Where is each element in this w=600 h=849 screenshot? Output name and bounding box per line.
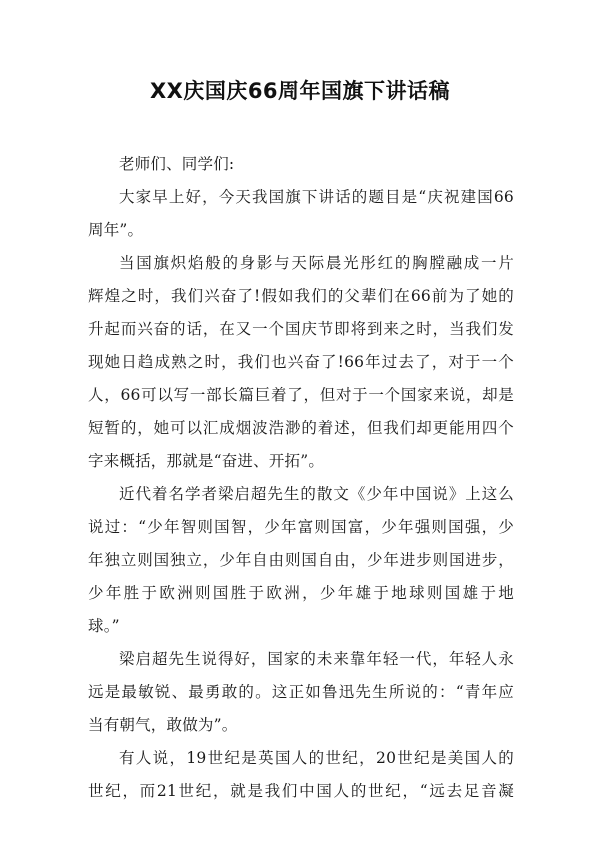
text-line: 字来概括，那就是“奋进、开拓”。 — [88, 452, 325, 470]
text-line: 有人说，19世纪是英国人的世纪，20世纪是美国人的 — [119, 749, 514, 767]
text-line: 梁启超先生说得好，国家的未来靠年轻一代，年轻人永 — [119, 650, 514, 668]
text-line: 辉煌之时，我们兴奋了!假如我们的父辈们在66前为了她的 — [88, 287, 514, 305]
text-line: 少年胜于欧洲则国胜于欧洲，少年雄于地球则国雄于地 — [88, 584, 514, 602]
text-line: 世纪，而21世纪，就是我们中国人的世纪，“远去足音凝 — [88, 782, 514, 800]
text-line: 当国旗炽焰般的身影与天际晨光彤红的胸膛融成一片 — [119, 254, 514, 272]
text-line: 远是最敏锐、最勇敢的。这正如鲁迅先生所说的：“青年应 — [88, 683, 514, 701]
text-line: 大家早上好，今天我国旗下讲话的题目是“庆祝建国66 — [119, 188, 514, 206]
text-line: 短暂的，她可以汇成烟波浩渺的着述，但我们却更能用四个 — [88, 419, 514, 437]
text-line: 老师们、同学们: — [119, 155, 235, 173]
text-line: 近代着名学者梁启超先生的散文《少年中国说》上这么 — [119, 485, 514, 503]
document-body — [88, 148, 514, 808]
text-line: 年独立则国独立，少年自由则国自由，少年进步则国进步， — [88, 551, 514, 569]
document-title: XX庆国庆66周年国旗下讲话稿 — [149, 79, 451, 103]
text-line: 说过：“少年智则国智，少年富则国富，少年强则国强，少 — [88, 518, 514, 536]
text-line: 当有朝气，敢做为”。 — [88, 716, 238, 734]
text-line: 升起而兴奋的话，在又一个国庆节即将到来之时，当我们发 — [88, 320, 514, 338]
text-line: 周年”。 — [88, 221, 144, 239]
text-line: 现她日趋成熟之时，我们也兴奋了!66年过去了，对于一个 — [88, 353, 514, 371]
text-line: 人，66可以写一部长篇巨着了，但对于一个国家来说，却是 — [88, 386, 514, 404]
text-line: 球。” — [88, 617, 120, 635]
